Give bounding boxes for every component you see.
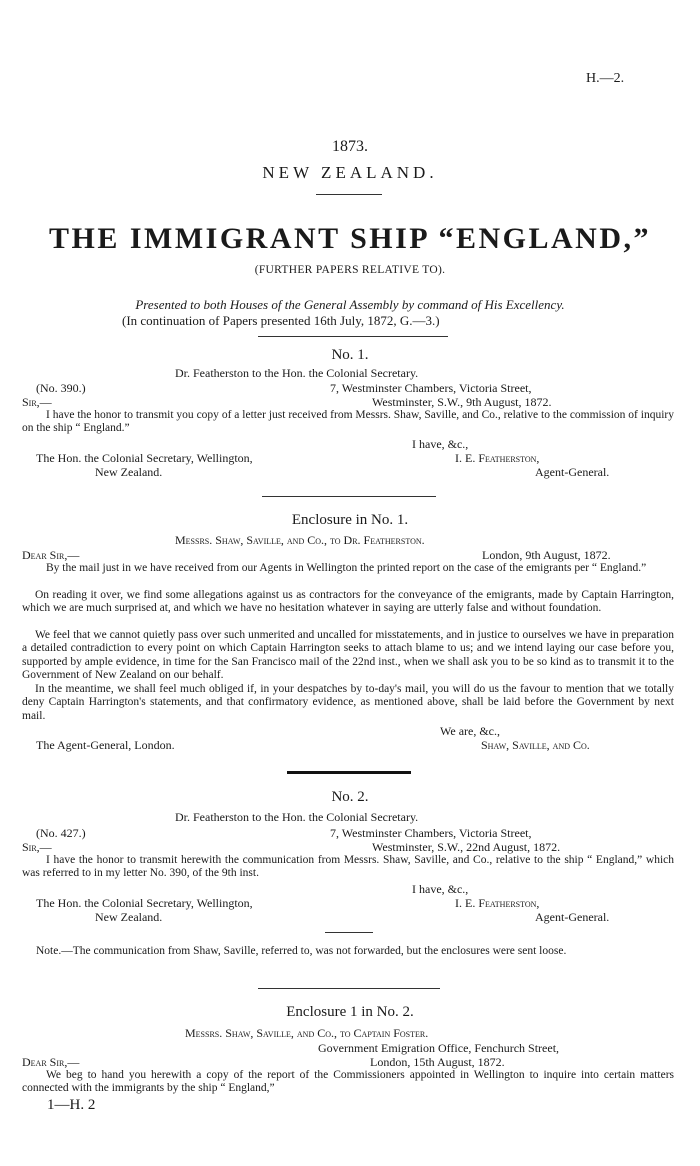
letter-address-no1: 7, Westminster Chambers, Victoria Street,: [330, 381, 532, 395]
section-heading-enc2: Enclosure 1 in No. 2.: [286, 1004, 414, 1020]
addressee-no1: The Hon. the Colonial Secretary, Wellington,: [36, 451, 253, 465]
letter-address-no2: 7, Westminster Chambers, Victoria Street,: [330, 826, 532, 840]
letter-from-no2: Dr. Featherston to the Hon. the Colonial Secretary.: [175, 810, 419, 824]
signature-title-no2: Agent-General.: [535, 910, 610, 924]
page-title: THE IMMIGRANT SHIP “ENGLAND,”: [48, 222, 651, 255]
closing-no2: I have, &c.,: [412, 882, 469, 896]
letter-from-enc1: Messrs. Shaw, Saville, and Co., to Dr. Featherston.: [175, 533, 425, 547]
divider: [258, 988, 440, 989]
page-footer-code: 1—H. 2: [47, 1097, 96, 1113]
year: 1873.: [332, 138, 368, 155]
divider-thick: [287, 771, 411, 774]
letter-date-no2: Westminster, S.W., 22nd August, 1872.: [372, 840, 561, 854]
signature-enc1: Shaw, Saville, and Co.: [481, 738, 590, 752]
letter-number-no1: (No. 390.): [36, 381, 86, 395]
divider: [258, 336, 448, 337]
divider: [316, 194, 382, 195]
country-heading: NEW ZEALAND.: [262, 163, 438, 182]
salutation-enc1: Dear Sir,—: [22, 548, 80, 562]
letter-date-enc2: London, 15th August, 1872.: [370, 1055, 505, 1069]
continuation-line: (In continuation of Papers presented 16th July, 1872, G.—3.): [122, 313, 440, 328]
letter-body-no2: I have the honor to transmit herewith the communication from Messrs. Shaw, Saville, and Co., relative to the ship “ England,” which was referred to in my letter No. 390, of the 9th inst.: [22, 854, 674, 880]
office-address-enc2: Government Emigration Office, Fenchurch Street,: [318, 1041, 560, 1055]
letter-from-enc2: Messrs. Shaw, Saville, and Co., to Captain Foster.: [185, 1026, 429, 1040]
letter-body-enc2: We beg to hand you herewith a copy of the report of the Commissioners appointed in Wellington to inquire into certain matters connected with the immigrants by the ship “ England,”: [22, 1069, 674, 1095]
letter-paragraph: By the mail just in we have received from our Agents in Wellington the printed report on the case of the emigrants per “ England.”: [46, 562, 647, 574]
addressee-country-no1: New Zealand.: [95, 465, 163, 479]
closing-no1: I have, &c.,: [412, 437, 469, 451]
divider: [262, 496, 436, 497]
addressee-no2: The Hon. the Colonial Secretary, Wellington,: [36, 896, 253, 910]
letter-paragraph: On reading it over, we find some allegations against us as contractors for the conveyance of the emigrants, made by Captain Harrington, which we are much surprised at, and which we have no hesitation whatever in saying are utterly false and without foundation.: [22, 589, 674, 615]
section-heading-no1: No. 1.: [331, 347, 369, 363]
closing-enc1: We are, &c.,: [440, 724, 500, 738]
letter-paragraph: We feel that we cannot quietly pass over such unmerited and uncalled for misstatements, and in justice to ourselves we have in preparation a detailed contradiction to every point on which Captain Harrington seeks to attach blame to us; and we intend laying our case before you, supported by ample evidence, in time for the San Francisco mail of the 22nd inst., when we shall ask you to be so kind as to transmit it to the Government of New Zealand on our behalf.: [22, 629, 674, 682]
letter-body-no1: I have the honor to transmit you copy of a letter just received from Messrs. Shaw, Saville, and Co., relative to the commission of inquiry on the ship “ England.”: [22, 409, 674, 435]
note: Note.—The communication from Shaw, Saville, referred to, was not forwarded, but the enclosures were sent loose.: [36, 945, 567, 957]
letter-from-no1: Dr. Featherston to the Hon. the Colonial Secretary.: [175, 366, 419, 380]
document-code: H.—2.: [586, 71, 625, 86]
signature-no1: I. E. Featherston,: [455, 451, 540, 465]
section-heading-no2: No. 2.: [331, 789, 369, 805]
salutation-enc2: Dear Sir,—: [22, 1055, 80, 1069]
addressee-enc1: The Agent-General, London.: [36, 738, 175, 752]
addressee-country-no2: New Zealand.: [95, 910, 163, 924]
salutation-no1: Sir,—: [22, 395, 52, 409]
letter-paragraph: In the meantime, we shall feel much obliged if, in your despatches by to-day's mail, you will do us the favour to mention that we totally deny Captain Harrington's statements, and that confirmatory evidence, as mentioned above, shall be laid before the Government by next mail.: [22, 683, 674, 722]
letter-date-no1: Westminster, S.W., 9th August, 1872.: [372, 395, 552, 409]
letter-number-no2: (No. 427.): [36, 826, 86, 840]
signature-title-no1: Agent-General.: [535, 465, 610, 479]
section-heading-enc1: Enclosure in No. 1.: [291, 512, 409, 528]
signature-no2: I. E. Featherston,: [455, 896, 540, 910]
letter-date-enc1: London, 9th August, 1872.: [482, 548, 611, 562]
salutation-no2: Sir,—: [22, 840, 52, 854]
presented-line: Presented to both Houses of the General Assembly by command of His Excellency.: [135, 297, 565, 312]
subtitle: (FURTHER PAPERS RELATIVE TO).: [254, 264, 446, 276]
divider: [325, 932, 373, 933]
